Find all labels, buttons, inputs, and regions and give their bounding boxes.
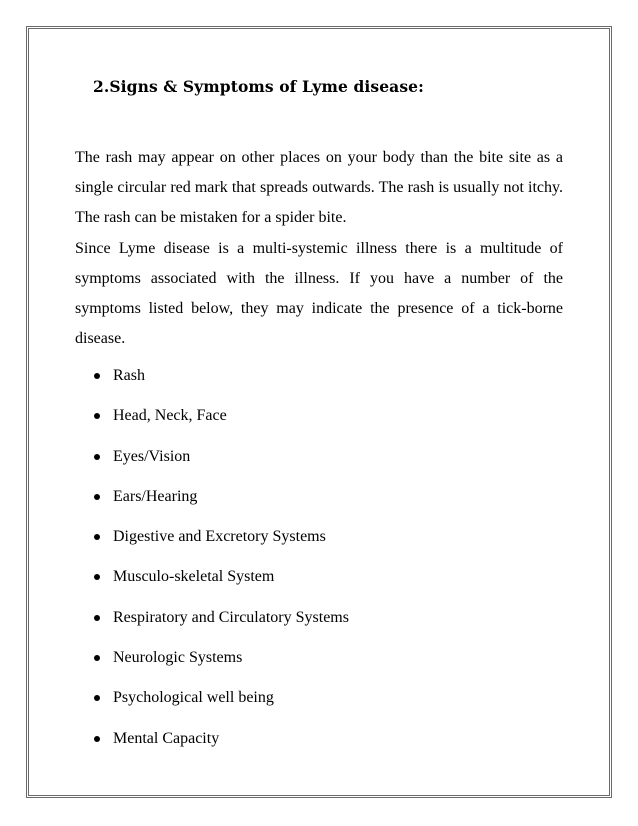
symptom-label: Respiratory and Circulatory Systems — [113, 608, 349, 626]
section-heading: 2.Signs & Symptoms of Lyme disease: — [93, 77, 424, 96]
symptom-label: Mental Capacity — [113, 729, 220, 747]
bullet-icon — [94, 534, 100, 540]
symptom-list-item — [94, 726, 349, 766]
bullet-icon — [94, 373, 100, 379]
symptom-label: Ears/Hearing — [113, 487, 198, 505]
bullet-icon — [94, 413, 100, 419]
symptom-label: Rash — [113, 367, 145, 384]
symptom-label: Head, Neck, Face — [113, 407, 227, 425]
symptom-label: Eyes/Vision — [113, 447, 191, 465]
symptom-label: Psychological well being — [113, 689, 274, 707]
symptom-list-item — [94, 363, 349, 403]
symptom-list-item — [94, 484, 349, 524]
symptom-list-item — [94, 645, 349, 685]
symptom-list-item — [94, 403, 349, 443]
bullet-icon — [94, 655, 100, 661]
bullet-icon — [94, 454, 100, 460]
paragraph-rash-description: The rash may appear on other places on your body than the bite site as a single circular red mark that spreads outwards. The rash is usually not itchy. The rash can be mistaken for a spider bite. — [75, 149, 563, 226]
symptom-list-item — [94, 524, 349, 564]
symptom-list-item — [94, 564, 349, 604]
symptom-list — [94, 363, 349, 766]
symptom-list-item — [94, 685, 349, 725]
bullet-icon — [94, 615, 100, 621]
symptom-list-item — [94, 605, 349, 645]
symptom-label: Digestive and Excretory Systems — [113, 528, 326, 546]
bullet-icon — [94, 494, 100, 500]
bullet-icon — [94, 695, 100, 701]
symptom-list-item — [94, 444, 349, 484]
symptom-label: Musculo-skeletal System — [113, 568, 275, 586]
bullet-icon — [94, 574, 100, 580]
paragraph-symptoms-intro: Since Lyme disease is a multi-systemic illness there is a multitude of symptoms associated with the illness. If you have a number of the symptoms listed below, they may indicate the presence of a tick-borne disease. — [75, 240, 563, 347]
bullet-icon — [94, 736, 100, 742]
symptom-label: Neurologic Systems — [113, 649, 243, 667]
